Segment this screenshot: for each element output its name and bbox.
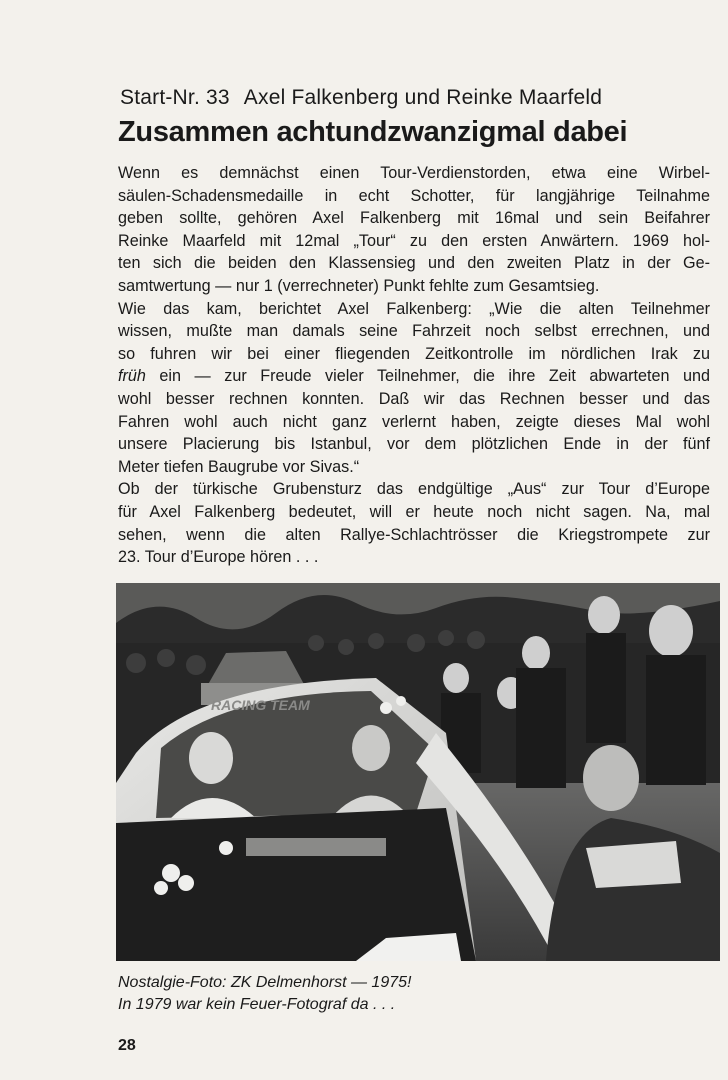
article-subtitle — [120, 86, 720, 110]
text-line: samtwertung — nur 1 (verrechneter) Punkt fehlte zum Gesamtsieg. — [118, 276, 600, 295]
article-body — [118, 162, 710, 569]
start-number: Start-Nr. 33 — [120, 86, 230, 109]
text-line: Reinke Maarfeld mit 12mal „Tour“ zu den ersten Anwärtern. 1969 hol- — [118, 231, 710, 250]
text-line: Wenn es demnächst einen Tour-Verdienstorden, etwa eine Wirbel- — [118, 164, 710, 182]
text-line: ten sich die beiden den Klassensieg und den zweiten Platz in der Ge- — [118, 254, 710, 273]
article-headline: Zusammen achtundzwanzigmal dabei — [118, 116, 628, 148]
paragraph-2 — [118, 298, 710, 479]
car-lettering: RACING TEAM — [211, 697, 310, 713]
text-line: Fahren wohl auch nicht ganz verlernt haben, zeigte dieses Mal wohl — [118, 412, 710, 431]
page-number: 28 — [118, 1037, 136, 1054]
text-line: sehen, wenn die alten Rallye-Schlachtrösser die Kriegstrompete zur — [118, 525, 710, 544]
caption-line: Nostalgie-Foto: ZK Delmenhorst — 1975! — [118, 974, 412, 991]
text-line: wohl besser rechnen konnten. Daß wir das Rechnen besser und das — [118, 389, 710, 408]
text-line: Ob der türkische Grubensturz das endgültige „Aus“ zur Tour d’Europe — [118, 480, 710, 499]
text-line: Wie das kam, berichtet Axel Falkenberg: „Wie die alten Teilnehmer — [118, 299, 710, 318]
driver-names: Axel Falkenberg und Reinke Maarfeld — [243, 86, 603, 109]
text-line: säulen-Schadensmedaille in echt Schotter, für langjährige Teilnahme — [118, 186, 710, 205]
paragraph-1 — [118, 162, 710, 298]
text-line: wissen, mußte man damals seine Fahrzeit noch selbst errechnen, und — [118, 322, 710, 341]
text-line: für Axel Falkenberg bedeutet, will er heute noch nicht sagen. Na, mal — [118, 502, 710, 521]
text-line: geben sollte, gehören Axel Falkenberg mit 16mal und sein Beifahrer — [118, 209, 710, 228]
text-line: unsere Placierung bis Istanbul, vor dem plötzlichen Ende in der fünf — [118, 435, 710, 454]
text-line: so fuhren wir bei einer fliegenden Zeitkontrolle im nördlichen Irak zu — [118, 344, 710, 363]
text-line: Meter tiefen Baugrube vor Sivas.“ — [118, 457, 360, 476]
paragraph-3 — [118, 478, 710, 568]
caption-line: In 1979 war kein Feuer-Fotograf da . . . — [118, 996, 396, 1013]
text-line: früh ein — zur Freude vieler Teilnehmer, die ihre Zeit abwarteten und — [118, 367, 710, 386]
text-line: 23. Tour d’Europe hören . . . — [118, 548, 319, 567]
rally-photo — [116, 583, 720, 961]
photo-caption — [118, 972, 718, 1016]
